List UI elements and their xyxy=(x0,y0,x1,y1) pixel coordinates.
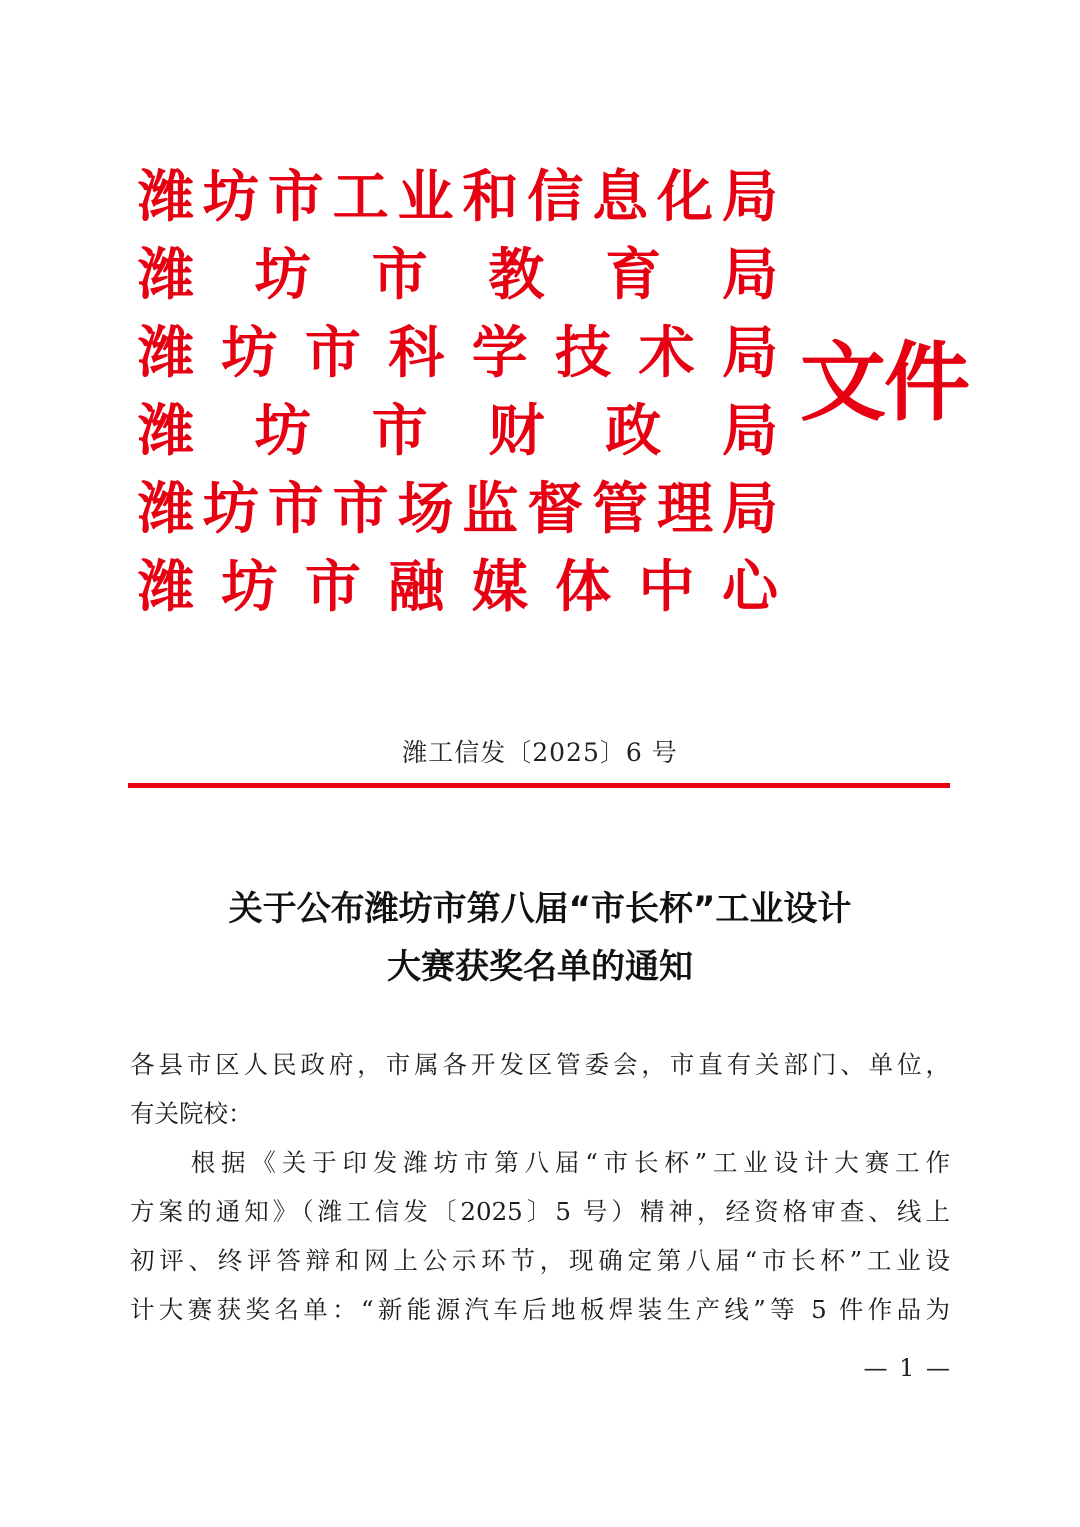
issuer-char: 财 xyxy=(488,398,545,464)
issuer-char: 技 xyxy=(555,320,612,386)
body-line: 方案的通知》（潍工信发〔2025〕5 号）精神，经资格审查、线上 xyxy=(130,1197,950,1226)
notice-body xyxy=(130,1040,950,1334)
issuer-char: 政 xyxy=(605,398,662,464)
body-line: 根据《关于印发潍坊市第八届“市长杯”工业设计大赛工作 xyxy=(130,1148,950,1177)
issuer-char: 市 xyxy=(371,242,428,308)
issuer-char: 市 xyxy=(267,476,324,542)
issuer-char: 督 xyxy=(527,476,584,542)
notice-title xyxy=(0,880,1080,996)
issuer-char: 业 xyxy=(397,164,454,230)
title-line: 关于公布潍坊市第八届“市长杯”工业设计 xyxy=(228,889,852,929)
issuer-char: 局 xyxy=(721,476,778,542)
issuer-char: 育 xyxy=(605,242,662,308)
issuer-char: 管 xyxy=(592,476,649,542)
issuer-char: 场 xyxy=(397,476,454,542)
issuer-char: 潍 xyxy=(138,164,194,230)
issuer-line xyxy=(138,392,778,470)
issuer-char: 坊 xyxy=(221,320,278,386)
issuer-char: 局 xyxy=(721,164,778,230)
issuer-char: 潍 xyxy=(138,398,194,464)
issuer-line xyxy=(138,236,778,314)
body-line: 初评、终评答辩和网上公示环节，现确定第八届“市长杯”工业设 xyxy=(130,1246,950,1275)
issuer-char: 坊 xyxy=(254,398,311,464)
issuer-char: 心 xyxy=(721,554,778,620)
issuer-char: 市 xyxy=(267,164,324,230)
issuer-char: 息 xyxy=(592,164,649,230)
issuer-char: 融 xyxy=(388,554,445,620)
issuer-char: 科 xyxy=(388,320,445,386)
issuer-char: 市 xyxy=(371,398,428,464)
issuer-char: 信 xyxy=(527,164,584,230)
issuer-char: 市 xyxy=(332,476,389,542)
body-line: 计大赛获奖名单：“新能源汽车后地板焊装生产线”等 5 件作品为 xyxy=(130,1295,950,1324)
issuer-char: 体 xyxy=(555,554,612,620)
issuer-char: 局 xyxy=(721,320,778,386)
issuer-char: 工 xyxy=(332,164,389,230)
document-suffix: 文件 xyxy=(800,332,968,433)
issuer-line xyxy=(138,470,778,548)
issuer-line xyxy=(138,548,778,626)
issuer-char: 潍 xyxy=(138,554,194,620)
issuer-char: 理 xyxy=(657,476,713,542)
title-line: 大赛获奖名单的通知 xyxy=(387,947,693,987)
red-separator-line xyxy=(128,783,950,788)
issuer-char: 教 xyxy=(488,242,545,308)
issuer-char: 坊 xyxy=(202,164,259,230)
issuer-line xyxy=(138,158,778,236)
page-number: — 1 — xyxy=(863,1354,952,1382)
issuing-authorities xyxy=(138,158,778,626)
issuer-char: 潍 xyxy=(138,242,194,308)
issuer-line xyxy=(138,314,778,392)
issuer-char: 学 xyxy=(471,320,528,386)
issuer-char: 术 xyxy=(638,320,695,386)
issuer-char: 局 xyxy=(721,242,778,308)
issuer-char: 和 xyxy=(462,164,519,230)
issuer-char: 化 xyxy=(657,164,713,230)
issuer-char: 中 xyxy=(638,554,695,620)
issuer-char: 局 xyxy=(721,398,778,464)
issuer-char: 潍 xyxy=(138,476,194,542)
issuer-char: 坊 xyxy=(221,554,278,620)
issuer-char: 坊 xyxy=(254,242,311,308)
issuer-char: 市 xyxy=(304,554,361,620)
issuer-char: 监 xyxy=(462,476,519,542)
issuer-char: 市 xyxy=(304,320,361,386)
issuer-char: 媒 xyxy=(471,554,528,620)
body-line: 有关院校： xyxy=(130,1099,253,1128)
document-number: 潍工信发〔2025〕6 号 xyxy=(402,738,678,767)
body-line: 各县市区人民政府，市属各开发区管委会，市直有关部门、单位， xyxy=(130,1050,950,1079)
issuer-char: 坊 xyxy=(202,476,259,542)
issuer-char: 潍 xyxy=(138,320,194,386)
